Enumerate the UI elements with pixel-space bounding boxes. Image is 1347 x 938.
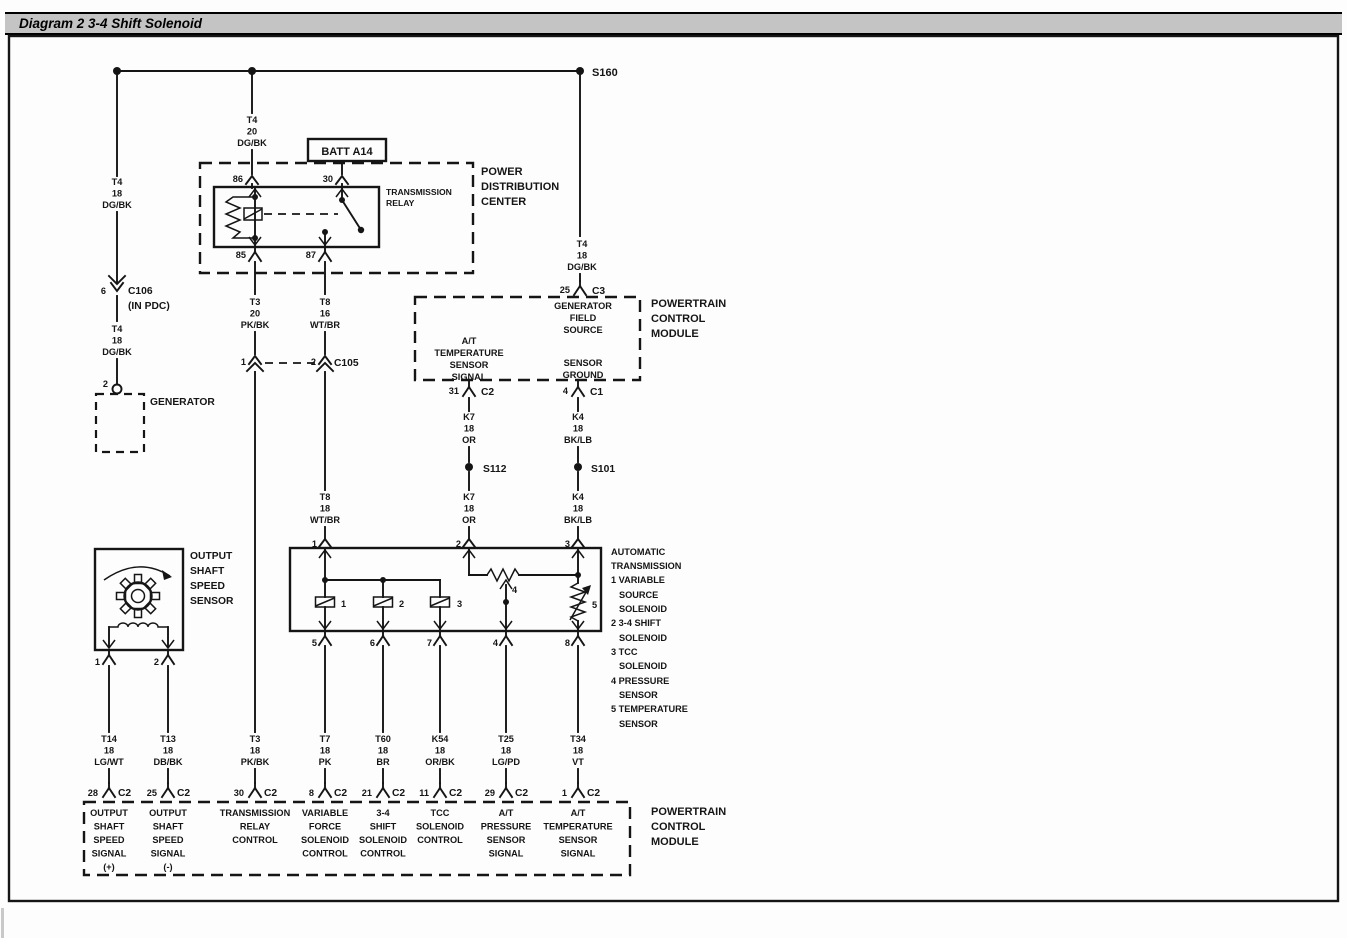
signal-line: SOLENOID — [301, 835, 349, 845]
label-line: LG/PD — [491, 757, 521, 767]
at-temp-line: TEMPERATURE — [434, 348, 504, 358]
label-line: OR — [462, 515, 476, 525]
gen-field-line: FIELD — [569, 313, 597, 323]
bottom-connector-row — [88, 783, 601, 799]
label-line: DG/BK — [567, 262, 597, 272]
label-line: DG/BK — [102, 200, 132, 210]
inner-label: 5 — [592, 600, 598, 610]
splice-s112-dot — [465, 463, 473, 471]
signal-line: 3-4 — [376, 808, 390, 818]
c105-name: C105 — [334, 358, 359, 369]
legend-line: 3 TCC — [611, 647, 638, 657]
legend-line: AUTOMATIC — [611, 547, 666, 557]
splice-columns — [462, 398, 615, 538]
top-bus — [113, 67, 618, 79]
legend-line: 1 VARIABLE — [611, 575, 665, 585]
pdc-label-line: POWER — [481, 166, 523, 178]
label-line: 18 — [162, 745, 174, 756]
bottom-pin-label: 4 — [492, 638, 498, 648]
label-line: 18 — [572, 745, 584, 756]
pcm-upper-module-line: CONTROL — [651, 313, 706, 325]
pcm-lower-module-line: CONTROL — [651, 821, 706, 833]
c106-note: (IN PDC) — [128, 301, 170, 312]
label-line: T34 — [570, 734, 586, 744]
oss-pin-2: 2 — [153, 657, 159, 667]
connector-c105-icon — [317, 356, 333, 371]
label-line: 18 — [319, 745, 331, 756]
pin-connector-icon — [319, 539, 331, 547]
signal-col-tcc-control — [416, 808, 464, 845]
gen-field-line: SOURCE — [563, 325, 603, 335]
c105-section — [241, 262, 359, 732]
label-line: DB/BK — [153, 757, 183, 767]
c106-pin: 6 — [100, 286, 106, 296]
batt-a14-label: BATT A14 — [321, 146, 373, 158]
label-line: BK/LB — [563, 515, 593, 525]
pcm-upper-module-line: POWERTRAIN — [651, 298, 727, 310]
connector-icon — [434, 783, 446, 797]
signal-line: SHAFT — [152, 821, 184, 832]
signal-line: OUTPUT — [90, 808, 128, 818]
wire-label-t60 — [375, 734, 391, 767]
signal-col-oss-minus — [149, 808, 187, 872]
oss-pin-1: 1 — [94, 657, 100, 667]
connector-pin: 8 — [308, 788, 314, 798]
wire-label-t4-18-dgbk-lower — [102, 324, 132, 357]
signal-line: SPEED — [152, 835, 184, 845]
signal-line: SIGNAL — [560, 848, 596, 859]
connector-icon — [162, 783, 174, 797]
signal-line: SENSOR — [486, 835, 526, 845]
wire-label-t4-18-dgbk-right — [567, 239, 597, 272]
signal-line: RELAY — [239, 821, 271, 832]
pin-connector-icon — [377, 631, 389, 645]
label-line: 18 — [249, 745, 261, 756]
splice-s101-label: S101 — [591, 464, 616, 475]
ring-terminal-icon — [113, 385, 122, 394]
wire-label-t14 — [94, 734, 124, 767]
label-line: T25 — [498, 734, 514, 744]
label-line: 18 — [111, 335, 123, 346]
label-line: WT/BR — [309, 515, 341, 525]
connector-name: C2 — [392, 788, 406, 799]
splice-s101-dot — [574, 463, 582, 471]
signal-line: SOLENOID — [416, 821, 464, 832]
signal-line: SENSOR — [558, 835, 598, 845]
signal-line: SIGNAL — [150, 848, 186, 859]
wire-label-k4-lower — [564, 492, 592, 525]
label-line: T14 — [101, 734, 117, 744]
connector-name: C2 — [449, 788, 463, 799]
relay-pin-86: 86 — [232, 174, 243, 184]
bottom-pin-label: 5 — [311, 638, 317, 648]
c105-pin-1: 1 — [240, 357, 246, 367]
transmission-legend — [611, 547, 688, 729]
c2-upper-pin: 31 — [448, 386, 459, 396]
bottom-pin-label: 7 — [426, 638, 432, 648]
automatic-transmission — [290, 539, 688, 729]
c3-name: C3 — [592, 286, 606, 297]
connector-pin: 30 — [233, 788, 244, 798]
transmission-box — [290, 548, 601, 631]
signal-line: SPEED — [93, 835, 125, 845]
top-pin-label: 3 — [564, 539, 570, 549]
wire-label-k4-upper — [564, 412, 592, 445]
pdc-label-line: CENTER — [481, 196, 527, 208]
signal-col-oss-plus — [90, 808, 128, 872]
label-line: T7 — [319, 734, 331, 744]
pin-86-connector-icon — [246, 176, 258, 184]
label-line: T3 — [249, 734, 261, 744]
signal-col-relay-control — [220, 808, 291, 845]
label-line: 18 — [500, 745, 512, 756]
label-line: PK — [318, 757, 332, 767]
wire-label-k7-lower — [462, 492, 476, 525]
pcm-lower-module-line: MODULE — [651, 836, 699, 848]
signal-line: (-) — [163, 862, 173, 872]
signal-line: CONTROL — [232, 835, 278, 845]
signal-line: CONTROL — [302, 848, 348, 859]
pin-connector-icon — [103, 650, 115, 664]
c1-upper-pin: 4 — [562, 386, 568, 396]
resistor-symbol — [226, 197, 255, 238]
bottom-pin-label: 8 — [564, 638, 570, 648]
legend-line: SENSOR — [619, 719, 658, 729]
connector-pin: 1 — [561, 788, 567, 798]
relay-pin-85: 85 — [235, 250, 246, 260]
label-line: 18 — [572, 503, 584, 514]
connector-c2-upper-icon — [463, 382, 475, 396]
pdc-label-line: DISTRIBUTION — [481, 181, 560, 193]
bottom-wires — [94, 646, 587, 783]
gear-icon — [117, 575, 160, 618]
top-pin-label: 1 — [311, 539, 317, 549]
connector-name: C2 — [264, 788, 278, 799]
signal-line: OUTPUT — [149, 808, 187, 818]
diagram-frame — [9, 36, 1338, 901]
signal-line: TRANSMISSION — [219, 808, 291, 818]
inner-label: 1 — [341, 599, 347, 609]
splice-s112-label: S112 — [483, 464, 507, 475]
at-temp-line: SIGNAL — [451, 372, 487, 382]
connector-pin: 21 — [361, 788, 372, 798]
signal-line: VARIABLE — [301, 808, 349, 818]
wire-label-t4-18-dgbk-upper — [102, 177, 132, 210]
label-line: K7 — [463, 412, 475, 422]
c1-upper-name: C1 — [590, 387, 604, 398]
legend-line: SOURCE — [619, 590, 659, 600]
label-line: T4 — [576, 239, 588, 249]
pin-connector-icon — [572, 539, 584, 547]
oss-sensor — [95, 549, 234, 667]
label-line: T4 — [111, 177, 123, 187]
label-line: K4 — [572, 412, 584, 422]
connector-name: C2 — [334, 788, 348, 799]
legend-line: 4 PRESSURE — [611, 676, 670, 686]
label-line: 18 — [377, 745, 389, 756]
resistor-symbol — [487, 569, 519, 581]
signal-line: FORCE — [308, 821, 342, 832]
label-line: PK/BK — [240, 320, 270, 330]
label-line: LG/WT — [94, 757, 124, 767]
signal-line: A/T — [498, 808, 514, 818]
label-line: T3 — [249, 297, 261, 307]
label-line: 18 — [319, 503, 331, 514]
wire-label-t34 — [570, 734, 587, 767]
inner-label: 4 — [512, 585, 518, 595]
sensor-ground-line: SENSOR — [563, 358, 603, 368]
signal-col-pressure — [481, 808, 532, 859]
variable-arrow-head — [582, 585, 591, 595]
label-line: K54 — [431, 734, 449, 744]
label-line: WT/BR — [309, 320, 341, 330]
connector-name: C2 — [177, 788, 191, 799]
label-line: T4 — [246, 115, 258, 125]
pin-connector-icon — [500, 631, 512, 645]
connector-icon — [249, 783, 261, 797]
connector-c105-icon — [247, 356, 263, 371]
label-line: 18 — [434, 745, 446, 756]
wire-label-k7-upper — [462, 412, 476, 445]
splice-s160-dot — [576, 67, 584, 75]
pin-connector-icon — [463, 539, 475, 547]
wire-label-k54 — [425, 734, 455, 767]
signal-line: SIGNAL — [488, 848, 524, 859]
label-line: 18 — [576, 250, 588, 261]
label-line: BK/LB — [563, 435, 593, 445]
label-line: 18 — [463, 423, 475, 434]
wire-label-t13 — [153, 734, 182, 767]
signal-line: A/T — [570, 808, 586, 818]
signal-line: SHAFT — [93, 821, 125, 832]
rotation-arrow-head — [162, 570, 172, 580]
legend-line: SOLENOID — [619, 661, 667, 671]
wire-label-t7 — [319, 734, 332, 767]
oss-label-line: SHAFT — [190, 566, 225, 577]
legend-line: SOLENOID — [619, 604, 667, 614]
legend-line: SENSOR — [619, 690, 658, 700]
sensor-coil-icon — [109, 623, 168, 646]
wire-label-t3-20-pkbk — [241, 297, 270, 330]
label-line: OR — [462, 435, 476, 445]
signal-line: (+) — [103, 862, 115, 872]
wire-label-t8-16-wtbr — [310, 297, 340, 330]
legend-line: 2 3-4 SHIFT — [611, 618, 662, 628]
label-line: 20 — [249, 308, 261, 319]
power-distribution-center — [200, 71, 559, 273]
relay-pin-87: 87 — [305, 250, 316, 260]
connector-icon — [572, 783, 584, 797]
wire-label-t8-18-wtbr — [310, 492, 340, 525]
connector-icon — [319, 783, 331, 797]
generator-box — [96, 394, 144, 452]
pcm-upper-section — [415, 75, 726, 398]
signal-line: TEMPERATURE — [543, 821, 613, 832]
label-line: 20 — [246, 126, 258, 137]
pin-connector-icon — [162, 650, 174, 664]
relay-label-line: TRANSMISSION — [386, 187, 452, 197]
label-line: DG/BK — [102, 347, 132, 357]
label-line: BR — [376, 757, 390, 767]
wire-label-t25 — [492, 734, 520, 767]
label-line: 18 — [572, 423, 584, 434]
pin-30-connector-icon — [336, 176, 348, 184]
signal-line: SOLENOID — [359, 835, 407, 845]
label-line: OR/BK — [425, 757, 455, 767]
label-line: T8 — [319, 297, 331, 307]
at-temp-line: A/T — [461, 336, 477, 346]
connector-pin: 11 — [419, 788, 429, 798]
connector-pin: 28 — [87, 788, 98, 798]
c3-pin: 25 — [559, 285, 570, 295]
connector-icon — [377, 783, 389, 797]
sensor-ground-line: GROUND — [562, 370, 604, 380]
signal-line: SHIFT — [369, 821, 397, 832]
pin-connector-icon — [572, 631, 584, 645]
inner-label: 2 — [399, 599, 405, 609]
label-line: K4 — [572, 492, 584, 502]
wire-label-t4-20-dgbk — [237, 115, 267, 148]
signal-line: CONTROL — [360, 848, 406, 859]
legend-line: TRANSMISSION — [611, 561, 682, 571]
legend-line: SOLENOID — [619, 633, 667, 643]
pcm-upper-module-line: MODULE — [651, 328, 699, 340]
connector-c3-icon — [574, 281, 586, 295]
relay-switch-arm — [342, 200, 361, 230]
generator-label: GENERATOR — [150, 397, 215, 408]
wire-label-t3-18 — [241, 734, 270, 767]
c2-upper-name: C2 — [481, 387, 495, 398]
label-line: T4 — [111, 324, 123, 334]
c106-name: C106 — [128, 286, 153, 297]
top-pin-label: 2 — [455, 539, 461, 549]
page-title: Diagram 2 3-4 Shift Solenoid — [19, 16, 203, 31]
connector-icon — [500, 783, 512, 797]
pcm-lower-module-line: POWERTRAIN — [651, 806, 727, 818]
label-line: VT — [572, 757, 584, 767]
label-line: PK/BK — [240, 757, 270, 767]
legend-line: 5 TEMPERATURE — [611, 704, 688, 714]
transmission-relay — [214, 187, 452, 247]
connector-name: C2 — [118, 788, 132, 799]
gen-field-line: GENERATOR — [554, 301, 612, 311]
oss-label-line: OUTPUT — [190, 551, 233, 562]
oss-label-line: SPEED — [190, 581, 225, 592]
signal-line: TCC — [430, 808, 450, 818]
label-line: T8 — [319, 492, 331, 502]
generator-branch — [96, 71, 215, 452]
pin-87-connector-icon — [319, 247, 331, 261]
label-line: T13 — [160, 734, 176, 744]
connector-pin: 29 — [484, 788, 495, 798]
bottom-pin-label: 6 — [369, 638, 375, 648]
relay-label-line: RELAY — [386, 198, 415, 208]
label-line: 18 — [463, 503, 475, 514]
label-line: K7 — [463, 492, 475, 502]
pin-connector-icon — [434, 631, 446, 645]
label-line: 16 — [319, 308, 331, 319]
inner-label: 3 — [457, 599, 463, 609]
generator-pin: 2 — [102, 379, 108, 389]
pcm-lower — [84, 802, 726, 875]
signal-line: SIGNAL — [91, 848, 127, 859]
connector-name: C2 — [515, 788, 529, 799]
splice-s160-label: S160 — [592, 67, 618, 79]
signal-line: PRESSURE — [480, 821, 532, 832]
label-line: T60 — [375, 734, 391, 744]
label-line: DG/BK — [237, 138, 267, 148]
relay-pin-30: 30 — [322, 174, 333, 184]
signal-col-temperature — [543, 808, 612, 859]
connector-pin: 25 — [146, 788, 157, 798]
label-line: 18 — [111, 188, 123, 199]
pin-connector-icon — [319, 631, 331, 645]
rotation-arrow-icon — [104, 567, 170, 580]
signal-line: CONTROL — [417, 835, 463, 845]
connector-icon — [103, 783, 115, 797]
label-line: 18 — [103, 745, 115, 756]
connector-c1-upper-icon — [572, 382, 584, 396]
pin-85-connector-icon — [249, 247, 261, 261]
connector-name: C2 — [587, 788, 601, 799]
signal-col-vfs-control — [301, 808, 349, 859]
c105-pin-2: 2 — [310, 357, 316, 367]
signal-col-34-shift-control — [359, 808, 407, 859]
at-temp-line: SENSOR — [449, 360, 489, 370]
oss-label-line: SENSOR — [190, 596, 234, 607]
